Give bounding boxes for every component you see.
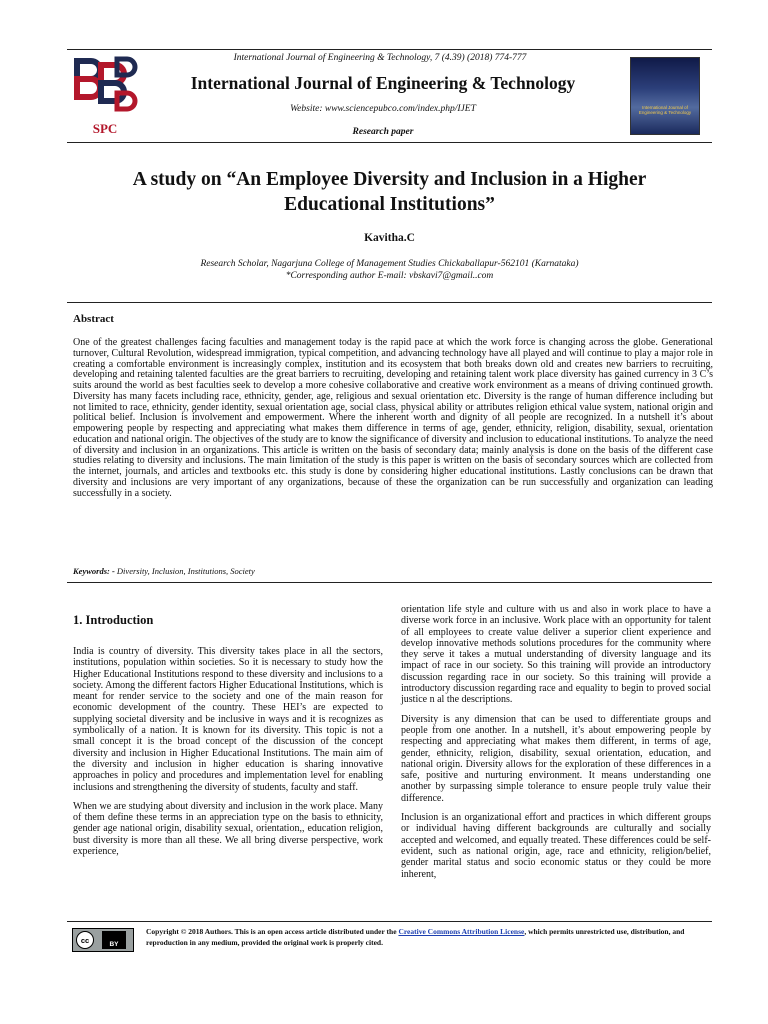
copyright-notice bbox=[146, 927, 714, 948]
license-link[interactable]: Creative Commons Attribution License bbox=[398, 927, 525, 936]
spc-logo-mark bbox=[67, 55, 143, 121]
journal-citation: International Journal of Engineering & Technology, 7 (4.39) (2018) 774-777 bbox=[233, 53, 527, 63]
spc-logo bbox=[67, 55, 143, 139]
cc-license-badge[interactable] bbox=[72, 928, 134, 952]
paragraph: Diversity is any dimension that can be used to differentiate groups and people from one another. In a nutshell, it’s about empowering people by respecting and appreciating what makes them different, in terms of age, gender, ethnicity, religion, disability, sexual orientation, education, and national origin. Diversity allows for the exploration of these differences in a safe, positive and nurturing environment. It means understanding one another by surpassing simple tolerance to ensure people truly value their difference. bbox=[401, 713, 711, 804]
paragraph: Inclusion is an organizational effort and practices in which different groups or individual having different backgrounds are culturally and socially accepted and welcomed, and equally treated. These differences could be self-evident, such as national origin, age, race and ethnicity, religion/belief, gender marital status and socio economic status or they could be more inherent, bbox=[401, 812, 711, 880]
paper-title-line-1: A study on “An Employee Diversity and Inclusion in a Higher bbox=[132, 169, 647, 190]
right-column bbox=[401, 604, 711, 888]
author-affiliation: Research Scholar, Nagarjuna College of Management Studies Chickaballapur-562101 (Karnataka) bbox=[200, 259, 579, 269]
paper-type-label: Research paper bbox=[352, 127, 414, 137]
abstract-body: One of the greatest challenges facing faculties and management today is the rapid pace at which the work force is changing across the globe. Generational turnover, Cultural Revolution, widespread immigration, typical competition, and advancing technology have all played and will continue to play a major role in creating a comfortable environment is increasingly complex, institution and its ecosystem that both breaks down old and creates new barriers to recruiting, developing and retaining talented faculties are the great barriers to recruiting, developing and retaining talent work place diversity has gained currency in 3 C’s suits around the world as best faculties seek to develop a more cohesive collaborative and creative work environment as a means of driving continued growth. Diversity has many facets including race, ethnicity, gender, age, religious and sexual orientation etc. Diversity is the range of human difference including but not limited to race, ethnicity, gender identity, sexual orientation age, social class, physical ability or attributes religion ethical value system, national origin and political belief. Inclusion is involvement and empowerment. Where the inherent worth and dignity of all people are recognized. In a nutshell it’s about empowering people by respecting and appreciating what makes them difference in terms of age, gender, ethnicity, religion, disability, sexual, orientation education and national origin. The objectives of the study are to know the significance of diversity and inclusion to educational institutions. To analyze the need of diversity and inclusion in an organizations. This article is written on the basis of secondary data; mainly analysis is done on the basis of the different case studies relating to diversity and inclusions. The main limitation of the study is this paper is written on the basis of secondary sources which are collected from the internet, journals, and articles and textbooks etc. this study is done by considering higher educational institutions. Lastly conclusions can be drawn that diversity and inclusions are very important of any organizations, because of these the organization can be run successfully and organization can leading successfully in a society. bbox=[73, 337, 713, 499]
keywords-label: Keywords: - bbox=[73, 566, 117, 576]
paragraph: orientation life style and culture with us and also in work place to have a diverse work force in an inclusive. Work place with an opportunity for talent of all employees to create value deliver a superior client experience and develop innovative methods solutions procedures for the community where they serve it takes a mutual understanding of diversity language and its impact of race in our society. So this training will provide an introductory discussion regarding race in our society. So this training will provide a introductory discussion regarding race and equality to begin to proved social justice n al the descriptions. bbox=[401, 604, 711, 706]
paper-title bbox=[67, 167, 712, 217]
cover-title: International Journal of Engineering & Technology bbox=[638, 105, 692, 115]
paragraph: When we are studying about diversity and inclusion in the work place. Many of them define these terms in an appreciation type on the basis to ethnicity, gender age national origin, disability sexual, orientation,, education religion, bust diversity is more than all these. We all bring diverse perspective, work experience, bbox=[73, 800, 383, 858]
journal-website[interactable]: Website: www.sciencepubco.com/index.php/IJET bbox=[290, 104, 476, 114]
footer-rule bbox=[67, 921, 712, 922]
keywords-list: Diversity, Inclusion, Institutions, Society bbox=[116, 566, 255, 576]
copyright-suffix: , which permits unrestricted use, distribution, and reproduction in any medium, provided the original work is properly cited. bbox=[146, 927, 685, 947]
abstract-heading: Abstract bbox=[73, 313, 114, 325]
attribution-by-icon: BY bbox=[102, 931, 126, 949]
paragraph: India is country of diversity. This diversity takes place in all the sectors, institutions, population within societies. So it is necessary to study how the Higher Educational Institutions respond to these diversity and inclusions to a society. Among the different factors Higher Educational Institutions, which is meant for render service to the society and one of the main reason for economic development of the country. These HEI’s are expected to supplying societal diversity and be inclusive in ways and it is recognizes as symbolically of a nation. It is known for its diversity. This topic is not a small concept it is the broad concept of the discussion of the concept diversity and inclusion in Higher Educational Institutions. The main aim of the diversity and inclusion in higher education is sharing innovative approaches in policy and procedures and implementation level for enabling inclusions and strengthening the diversity of students, faculty and staff. bbox=[73, 646, 383, 793]
journal-name: International Journal of Engineering & Technology bbox=[190, 73, 576, 93]
left-column bbox=[73, 646, 383, 865]
abstract-top-rule bbox=[67, 302, 712, 303]
corresponding-author: *Corresponding author E-mail: vbskavi7@gmail..com bbox=[285, 271, 494, 281]
header-top-rule bbox=[67, 49, 712, 50]
copyright-prefix: Copyright © 2018 Authors. This is an open access article distributed under the bbox=[146, 927, 399, 936]
keywords-line bbox=[73, 566, 255, 576]
header-bottom-rule bbox=[67, 142, 712, 143]
author-name: Kavitha.C bbox=[364, 232, 415, 244]
creative-commons-icon: cc bbox=[76, 931, 94, 949]
journal-cover-image bbox=[630, 57, 700, 135]
spc-logo-text: SPC bbox=[92, 121, 118, 136]
abstract-bottom-rule bbox=[67, 582, 712, 583]
introduction-heading: 1. Introduction bbox=[73, 613, 154, 627]
paper-title-line-2: Educational Institutions” bbox=[284, 194, 495, 215]
